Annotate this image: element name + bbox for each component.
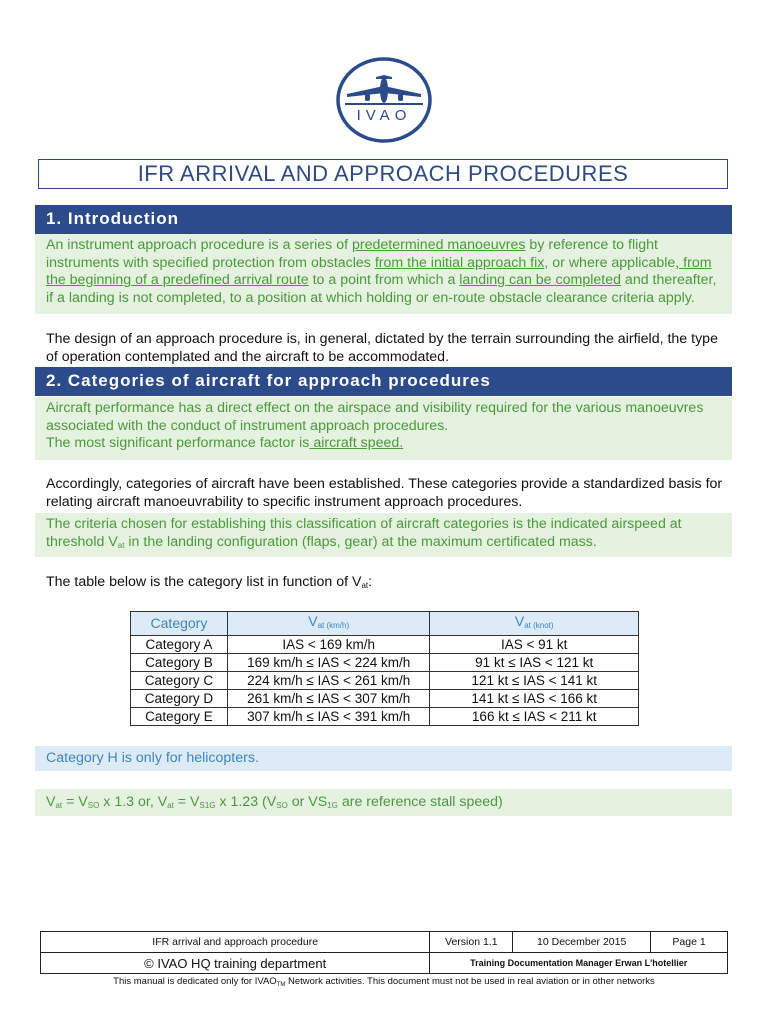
subscript: SO: [87, 801, 100, 810]
footer-copyright: © IVAO HQ training department: [41, 953, 430, 974]
table-cell: 91 kt ≤ IAS < 121 kt: [430, 654, 639, 672]
table-cell: IAS < 91 kt: [430, 636, 639, 654]
subscript: 1G: [327, 801, 338, 810]
table-row: [131, 708, 639, 726]
table-cell: 169 km/h ≤ IAS < 224 km/h: [227, 654, 430, 672]
subscript: at: [361, 581, 369, 590]
text-span: The criteria chosen for establishing this classification of aircraft categories is the indicated airspeed at threshold V: [46, 516, 682, 550]
table-cell: 166 kt ≤ IAS < 211 kt: [430, 708, 639, 726]
table-cell: Category D: [131, 690, 228, 708]
logo-text: IVAO: [356, 107, 412, 124]
table-row: [131, 672, 639, 690]
header-text: Category: [150, 615, 208, 631]
subscript: SO: [276, 801, 288, 810]
table-cell: 261 km/h ≤ IAS < 307 km/h: [227, 690, 430, 708]
header-subscript: at (knot): [524, 621, 554, 630]
text-span: or VS: [287, 794, 328, 810]
header-vat-knot: [430, 612, 639, 636]
table-cell: 224 km/h ≤ IAS < 261 km/h: [227, 672, 430, 690]
underlined-text: , from the beginning of a predefined arrival route: [46, 254, 712, 289]
footer-page: Page 1: [651, 932, 728, 953]
helicopter-note: Category H is only for helicopters.: [35, 746, 732, 771]
text-span: in the landing configuration (flaps, gear) at the maximum certificated mass.: [124, 533, 597, 550]
header-text: V: [514, 613, 525, 629]
text-span: = V: [173, 794, 200, 810]
table-cell: 141 kt ≤ IAS < 166 kt: [430, 690, 639, 708]
underlined-text: from the initial approach fix: [374, 254, 545, 271]
header-text: V: [308, 613, 318, 629]
category-table: [130, 611, 639, 726]
performance-box: [35, 397, 732, 460]
subscript: at: [117, 540, 125, 550]
section-heading-categories: 2. Categories of aircraft for approach procedures: [35, 367, 732, 396]
footer-row: [41, 932, 728, 953]
text-span: This manual is dedicated only for IVAO: [113, 976, 277, 987]
header-subscript: at (km/h): [317, 621, 350, 630]
underlined-text: predetermined manoeuvres: [351, 237, 526, 253]
table-cell: 307 km/h ≤ IAS < 391 km/h: [227, 708, 430, 726]
header-category: [131, 612, 228, 636]
text-span: x 1.3 or, V: [99, 794, 168, 810]
text-span: The table below is the category list in function of V: [46, 574, 362, 590]
text-span: and thereafter, if a landing is not completed, to a position at which holding or en-route obstacle clearance criteria apply.: [46, 272, 717, 306]
footer-version: Version 1.1: [430, 932, 513, 953]
text-span: by reference to flight instruments with specified protection from obstacles: [46, 237, 658, 271]
performance-factor-line: [46, 435, 724, 453]
footer-disclaimer: [40, 976, 728, 988]
introduction-paragraph: The design of an approach procedure is, in general, dictated by the terrain surrounding the airfield, the type of operation contemplated and the aircraft to be accommodated.: [46, 331, 718, 365]
table-cell: Category A: [131, 636, 228, 654]
table-cell: Category C: [131, 672, 228, 690]
table-row: [131, 636, 639, 654]
text-span: x 1.23 (V: [215, 794, 277, 810]
underlined-text: landing can be completed: [459, 272, 621, 289]
text-span: are reference stall speed): [337, 794, 503, 810]
table-intro-paragraph: [46, 574, 726, 595]
text-span: V: [46, 794, 56, 810]
table-header-row: [131, 612, 639, 636]
categories-paragraph: Accordingly, categories of aircraft have been established. These categories provide a standardized basis for relating aircraft manoeuvrability to specific instrument approach procedures.: [46, 476, 723, 510]
table-cell: IAS < 169 km/h: [227, 636, 430, 654]
footer-manager: Training Documentation Manager Erwan L'hotellier: [430, 953, 728, 974]
table-row: [131, 654, 639, 672]
subscript: at: [167, 801, 174, 810]
footer-date: 10 December 2015: [513, 932, 651, 953]
text-span: to a point from which a: [308, 272, 460, 289]
table-cell: Category E: [131, 708, 228, 726]
table-cell: 121 kt ≤ IAS < 141 kt: [430, 672, 639, 690]
text-span: :: [368, 574, 373, 590]
text-span: An instrument approach procedure is a series of: [46, 237, 352, 253]
text-span: , or where applicable: [544, 254, 676, 271]
ivao-logo: [335, 56, 433, 144]
text-span: = V: [62, 794, 88, 810]
footer-row: [41, 953, 728, 974]
section-heading-introduction: 1. Introduction: [35, 205, 732, 234]
text-span: The most significant performance factor is: [46, 435, 310, 452]
introduction-definition-box: [35, 234, 732, 314]
vat-formula-box: [35, 789, 732, 816]
performance-line: Aircraft performance has a direct effect on the airspace and visibility required for the various manoeuvres associated with the conduct of instrument approach procedures.: [46, 400, 704, 434]
text-span: Network activities. This document must not be used in real aviation or in other networks: [285, 976, 655, 987]
table-cell: Category B: [131, 654, 228, 672]
document-title: IFR ARRIVAL AND APPROACH PROCEDURES: [38, 159, 728, 189]
table-row: [131, 690, 639, 708]
criteria-box: [35, 513, 732, 557]
footer-doc-title: IFR arrival and approach procedure: [41, 932, 430, 953]
underlined-text: aircraft speed.: [309, 435, 404, 452]
header-vat-kmh: [227, 612, 430, 636]
trademark-subscript: TM: [276, 982, 286, 988]
subscript: at: [55, 801, 63, 810]
page-footer-table: [40, 931, 728, 974]
subscript: S1G: [199, 801, 216, 810]
